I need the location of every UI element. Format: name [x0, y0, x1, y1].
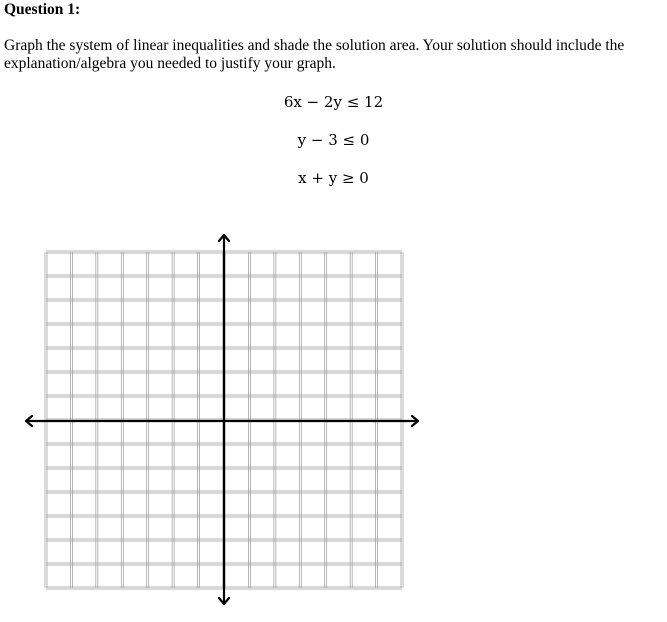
inequality-2: y − 3 ≤ 0	[297, 131, 370, 149]
inequality-3: x + y ≥ 0	[298, 169, 369, 187]
question-prompt: Graph the system of linear inequalities and shade the solution area. Your solution should include the explanation/algebra you needed to justify your graph.	[4, 37, 625, 72]
question-title: Question 1:	[4, 1, 81, 18]
inequality-1: 6x − 2y ≤ 12	[283, 93, 384, 111]
axes	[26, 235, 418, 604]
